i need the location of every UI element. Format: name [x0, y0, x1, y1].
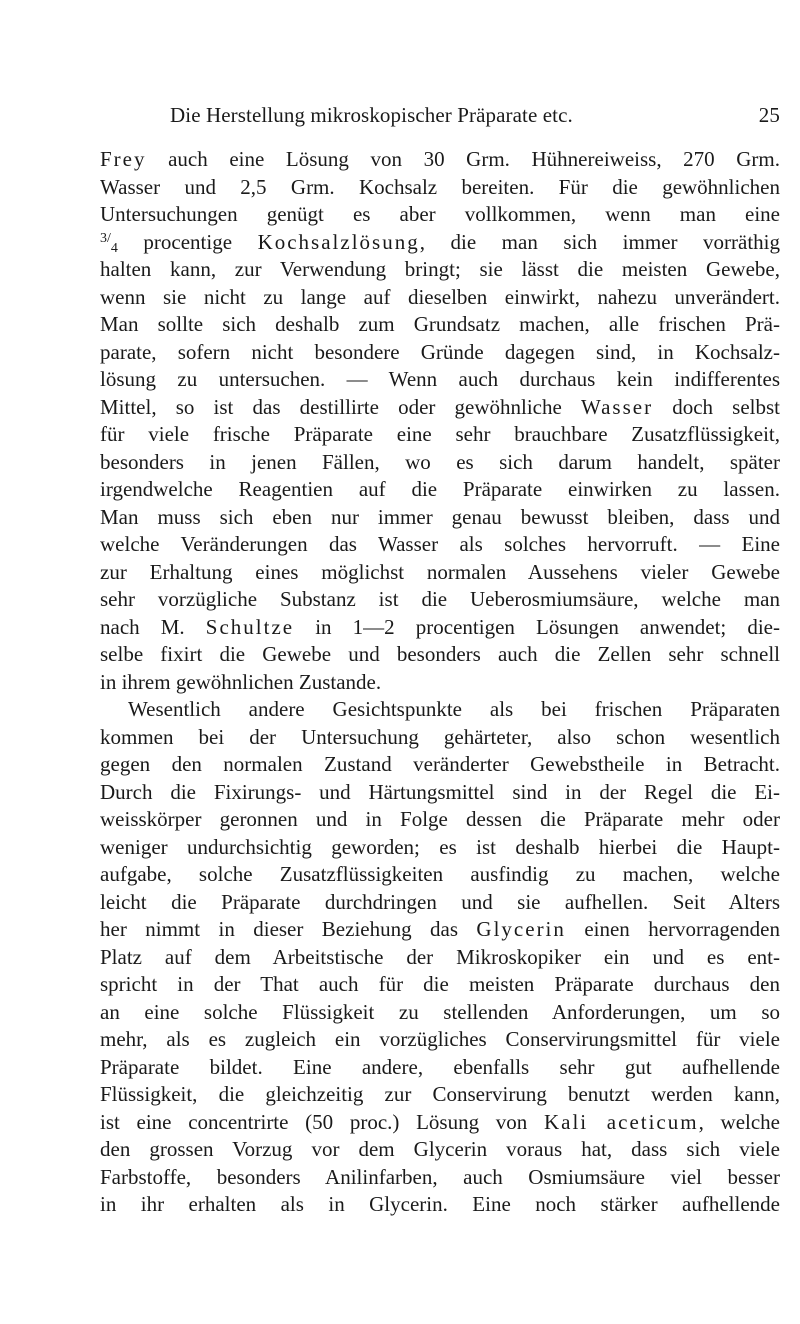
text-line	[100, 999, 780, 1027]
fraction-slash: /	[107, 230, 111, 246]
author-name-schultze: Schultze	[205, 614, 295, 639]
line-text: gegen den normalen Zustand veränderter Gewebstheile in Betracht.	[100, 752, 780, 776]
fraction-numerator: 3	[100, 230, 107, 246]
text-line	[100, 1054, 780, 1082]
text-line	[100, 1026, 780, 1054]
text-line	[100, 586, 780, 614]
text-line	[100, 806, 780, 834]
line-text: Untersuchungen genügt es aber vollkommen, wenn man eine	[100, 202, 780, 226]
line-text: Flüssigkeit, die gleichzeitig zur Conservirung benutzt werden kann,	[100, 1082, 780, 1106]
line-text: besonders in jenen Fällen, wo es sich darum handelt, später	[100, 449, 780, 474]
term-kochsalzloesung: Kochsalzlösung	[257, 229, 420, 254]
text-line	[100, 641, 780, 669]
line-text: Platz auf dem Arbeitstische der Mikroskopiker ein und es ent-	[100, 944, 780, 969]
text-line	[100, 1081, 780, 1109]
text-line	[100, 916, 780, 944]
line-text: Man muss sich eben nur immer genau bewusst bleiben, dass und	[100, 504, 780, 529]
text-line	[100, 174, 780, 202]
line-text: in ihrem gewöhnlichen Zustande.	[100, 669, 382, 694]
text-line	[100, 1136, 780, 1164]
text-line	[100, 476, 780, 504]
line-text: einen hervorragenden	[565, 917, 780, 941]
running-header	[100, 100, 780, 130]
line-text: , welche	[698, 1109, 780, 1134]
line-text: , die man sich immer vorräthig	[419, 229, 780, 254]
text-line	[100, 559, 780, 587]
line-text: Farbstoffe, besonders Anilinfarben, auch Osmiumsäure viel besser	[100, 1164, 780, 1189]
line-text: Wasser und 2,5 Grm. Kochsalz bereiten. Für die gewöhnlichen	[100, 174, 780, 199]
line-text: halten kann, zur Verwendung bringt; sie lässt die meisten Gewebe,	[100, 257, 780, 281]
text-line	[100, 889, 780, 917]
paragraph-first-line	[100, 696, 780, 724]
line-text: selbe fixirt die Gewebe und besonders auch die Zellen sehr schnell	[100, 642, 780, 666]
line-text: Mittel, so ist das destillirte oder gewöhnliche	[100, 394, 581, 419]
body-text	[100, 146, 780, 1219]
text-line	[100, 421, 780, 449]
line-text: weisskörper geronnen und in Folge dessen die Präparate mehr oder	[100, 807, 780, 831]
text-line	[100, 751, 780, 779]
text-line	[100, 311, 780, 339]
line-text: ist eine concentrirte (50 proc.) Lösung von	[100, 1109, 544, 1134]
line-text: Durch die Fixirungs- und Härtungsmittel sind in der Regel die Ei-	[100, 779, 780, 804]
paragraph-last-line	[100, 669, 780, 697]
text-line	[100, 614, 780, 642]
text-line	[100, 971, 780, 999]
line-text: für viele frische Präparate eine sehr brauchbare Zusatzflüssigkeit,	[100, 422, 780, 446]
line-text: leicht die Präparate durchdringen und sie aufhellen. Seit Alters	[100, 889, 780, 914]
text-line	[100, 339, 780, 367]
running-title: Die Herstellung mikroskopischer Präparate etc.	[170, 103, 573, 127]
text-line	[100, 201, 780, 229]
text-line	[100, 256, 780, 284]
line-text: wenn sie nicht zu lange auf dieselben einwirkt, nahezu unverändert.	[100, 284, 780, 309]
text-line	[100, 1164, 780, 1192]
line-text: procentige	[117, 229, 258, 254]
text-line	[100, 531, 780, 559]
term-wasser: Wasser	[580, 394, 654, 419]
text-line	[100, 284, 780, 312]
text-line	[100, 229, 780, 257]
fraction-denominator: 4	[110, 240, 118, 256]
line-text: parate, sofern nicht besondere Gründe dagegen sind, in Kochsalz-	[100, 339, 780, 364]
text-line	[100, 861, 780, 889]
line-text: doch selbst	[653, 394, 780, 419]
text-line	[100, 724, 780, 752]
line-text: Wesentlich andere Gesichtspunkte als bei frischen Präparaten	[128, 697, 780, 721]
line-text: irgendwelche Reagentien auf die Präparate einwirken zu lassen.	[100, 477, 780, 501]
line-text: an eine solche Flüssigkeit zu stellenden Anforderungen, um so	[100, 999, 780, 1024]
term-kali-aceticum: Kali aceticum	[543, 1109, 699, 1134]
line-text: lösung zu untersuchen. — Wenn auch durchaus kein indifferentes	[100, 367, 780, 391]
line-text: sehr vorzügliche Substanz ist die Ueberosmiumsäure, welche man	[100, 587, 780, 611]
line-text: spricht in der That auch für die meisten Präparate durchaus den	[100, 972, 780, 996]
line-text: kommen bei der Untersuchung gehärteter, also schon wesentlich	[100, 724, 780, 749]
line-text: her nimmt in dieser Beziehung das	[100, 917, 477, 941]
text-line	[100, 504, 780, 532]
text-line	[100, 146, 780, 174]
line-text: welche Veränderungen das Wasser als solches hervorruft. — Eine	[100, 532, 780, 556]
text-line	[100, 394, 780, 422]
text-line	[100, 944, 780, 972]
fraction-three-quarters	[100, 232, 118, 256]
line-text: mehr, als es zugleich ein vorzügliches Conservirungsmittel für viele	[100, 1027, 780, 1051]
line-text: zur Erhaltung eines möglichst normalen Aussehens vieler Gewebe	[100, 559, 780, 584]
text-line	[100, 1109, 780, 1137]
line-text: den grossen Vorzug vor dem Glycerin voraus hat, dass sich viele	[100, 1137, 780, 1161]
line-text: Präparate bildet. Eine andere, ebenfalls sehr gut aufhellende	[100, 1054, 780, 1079]
line-text: weniger undurchsichtig geworden; es ist deshalb hierbei die Haupt-	[100, 834, 780, 859]
line-text: auch eine Lösung von 30 Grm. Hühnereiweiss, 270 Grm.	[146, 147, 780, 171]
text-line	[100, 1191, 780, 1219]
line-text: in ihr erhalten als in Glycerin. Eine noch stärker aufhellende	[100, 1192, 780, 1216]
line-text: in 1—2 procentigen Lösungen anwendet; die-	[294, 614, 780, 639]
line-text: aufgabe, solche Zusatzflüssigkeiten ausfindig zu machen, welche	[100, 862, 780, 886]
text-line	[100, 449, 780, 477]
text-line	[100, 834, 780, 862]
line-text: nach M.	[100, 614, 206, 639]
term-glycerin: Glycerin	[476, 917, 566, 941]
text-line	[100, 779, 780, 807]
line-text: Man sollte sich deshalb zum Grundsatz machen, alle frischen Prä-	[100, 312, 780, 336]
text-line	[100, 366, 780, 394]
author-name-frey: Frey	[100, 147, 147, 171]
page-number: 25	[758, 103, 780, 127]
